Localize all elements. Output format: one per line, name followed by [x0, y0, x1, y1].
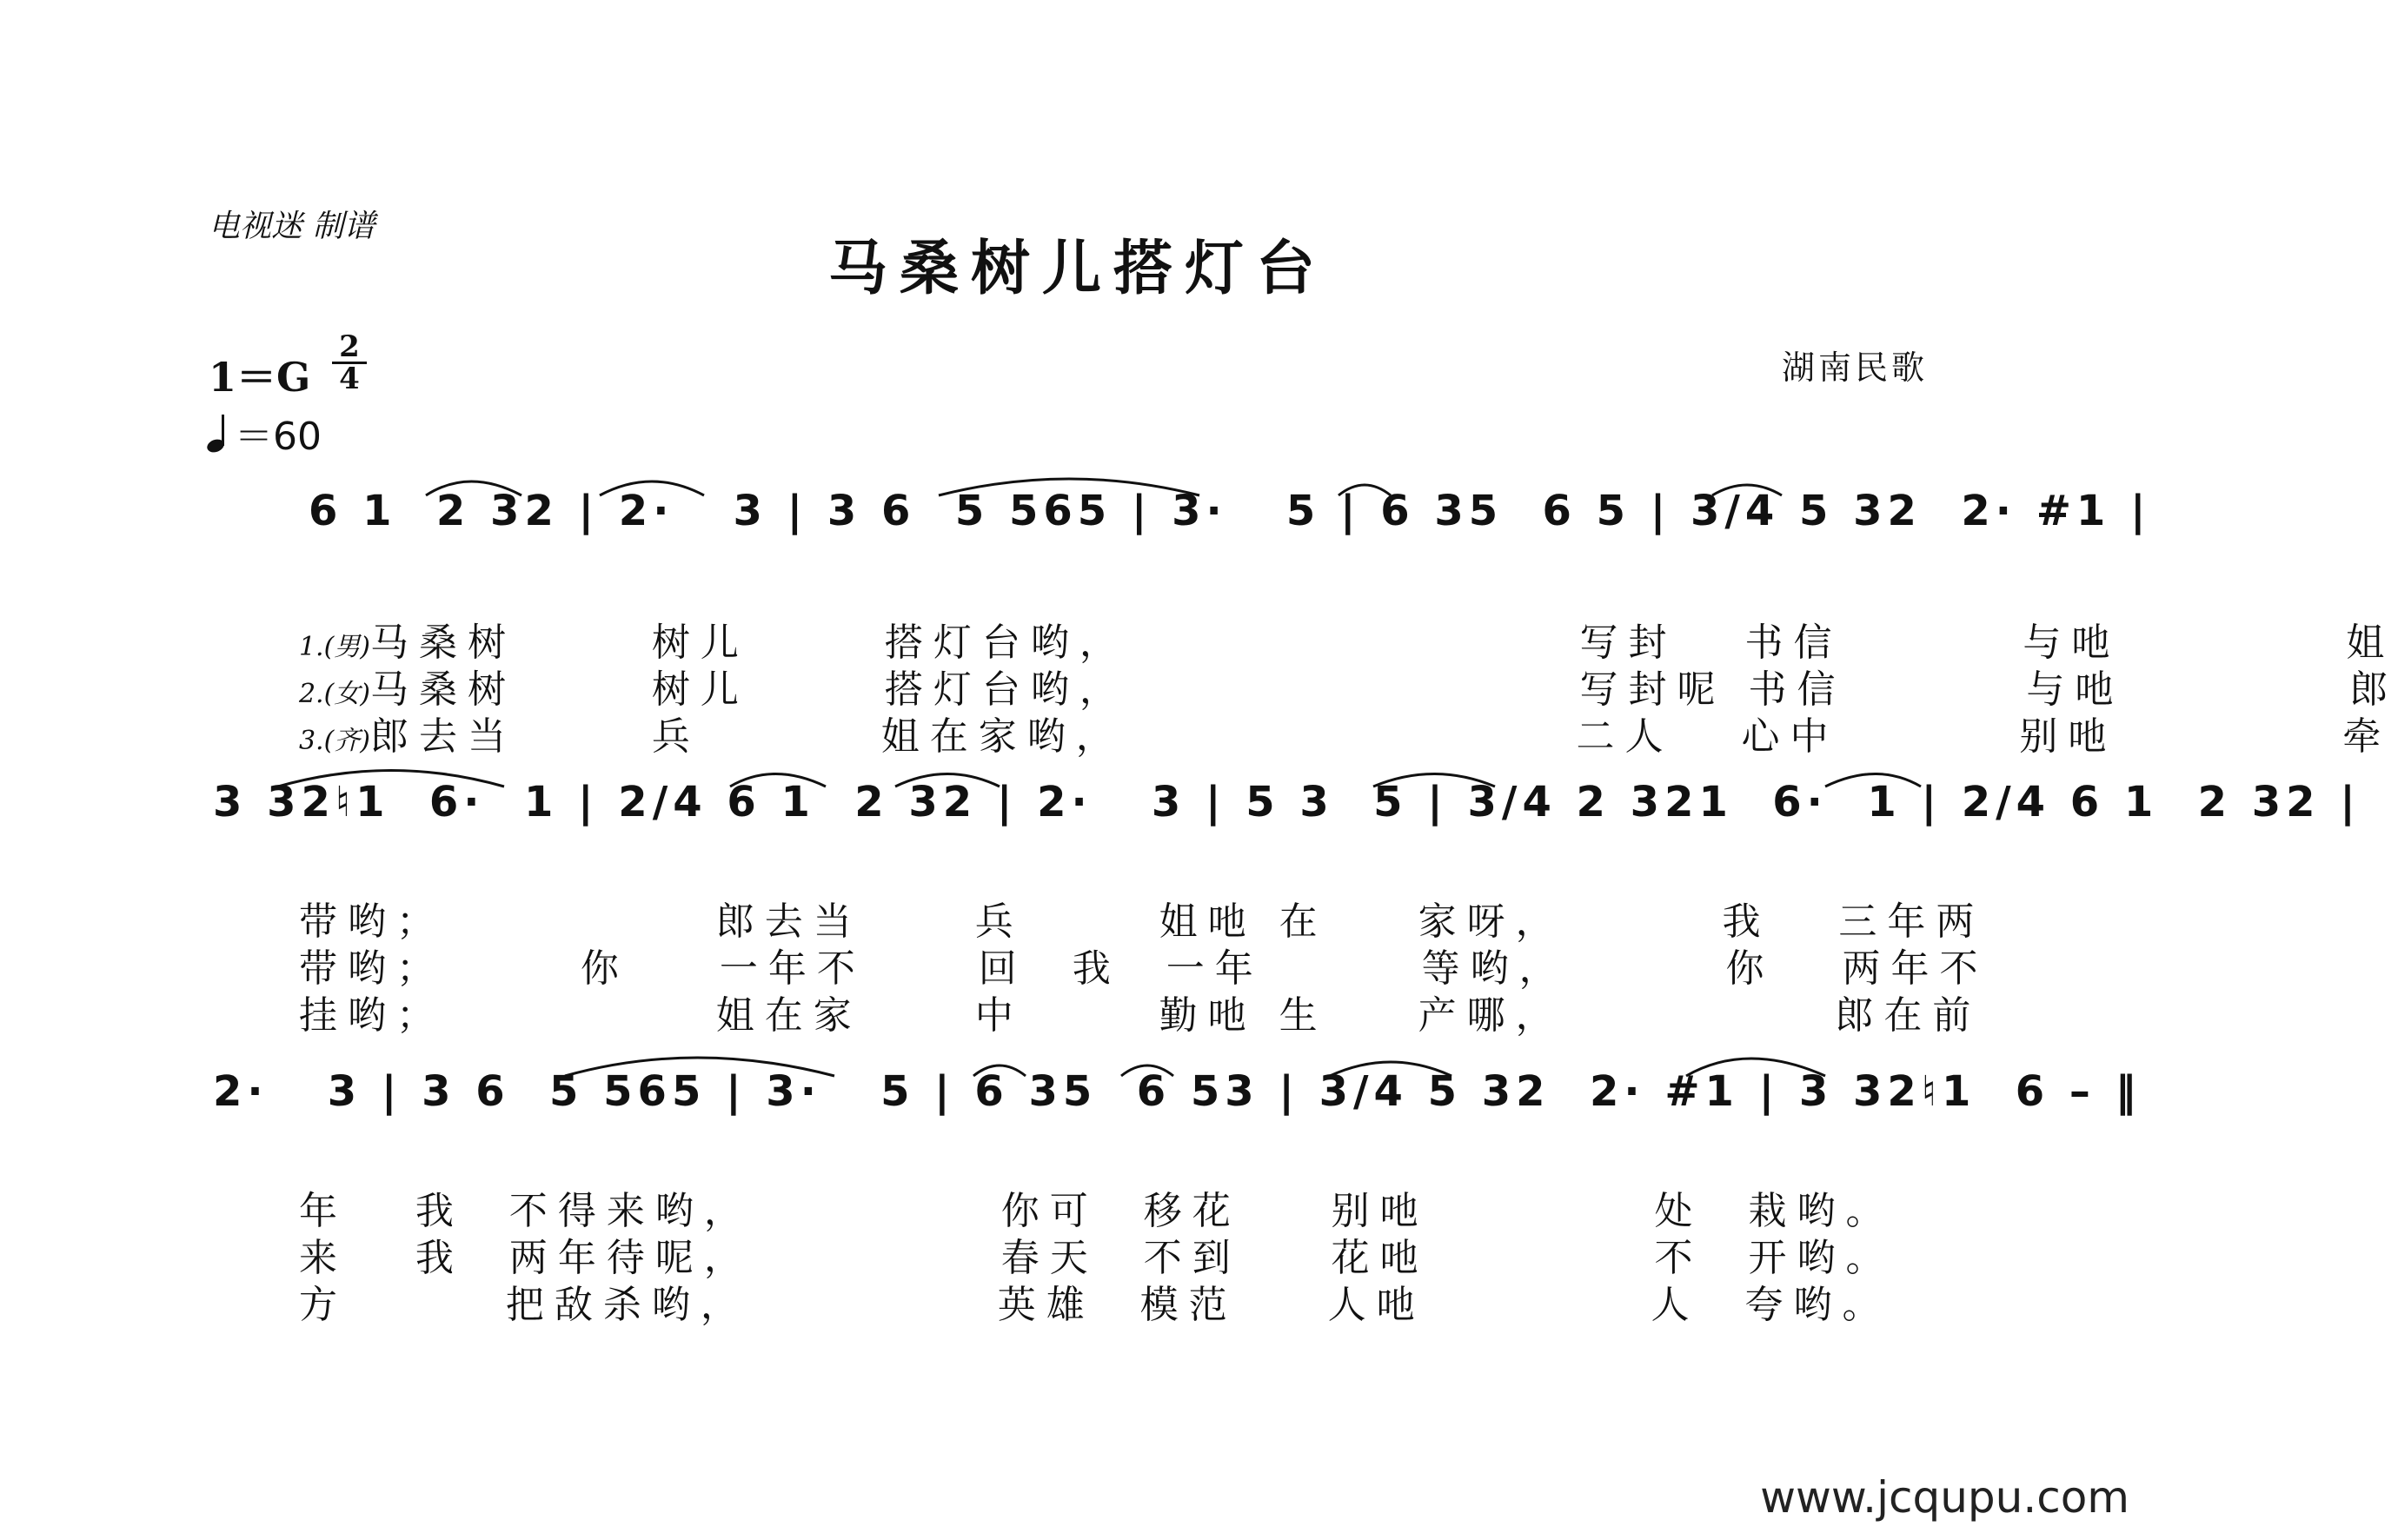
- meter-top: 2: [339, 329, 360, 364]
- slur: [895, 774, 1000, 787]
- verse-label: 1.(男): [298, 632, 370, 662]
- slur: [1686, 1059, 1825, 1076]
- slur: [1121, 1065, 1173, 1076]
- slur: [973, 1065, 1026, 1076]
- verse-text: 方 把敌杀哟， 英雄 模范 人吔 人 夸哟。: [298, 1283, 1891, 1327]
- slur: [426, 481, 521, 495]
- song-origin: 湖南民歌: [1782, 348, 1929, 387]
- song-title: 马桑树儿搭灯台: [827, 234, 1327, 303]
- slur: [1712, 485, 1782, 495]
- verse-text: 马桑树 树儿 搭灯台哟， 写封 书信 与吔 姐: [369, 621, 2395, 665]
- slur: [1338, 485, 1391, 495]
- verse-text: 郎去当 兵 姐在家哟， 二人 心中 别吔 牵: [369, 714, 2392, 759]
- slur: [730, 774, 826, 787]
- key-signature: 1＝G: [209, 354, 311, 401]
- watermark: www.jcqupu.com: [1760, 1472, 2129, 1523]
- verse-text: 来 我 两年待呢， 春天 不到 花吔 不 开哟。: [298, 1236, 1895, 1280]
- slur: [565, 1058, 834, 1076]
- tempo-value: ＝60: [235, 415, 322, 459]
- verse-label: 3.(齐): [298, 726, 370, 756]
- slur: [1373, 774, 1495, 787]
- slur: [278, 771, 504, 787]
- verse-text: 年 我 不得来哟， 你可 移花 别吔 处 栽哟。: [298, 1189, 1895, 1233]
- verse-label: 2.(女): [298, 679, 370, 709]
- slur: [1330, 1062, 1451, 1076]
- notation-line: 2· 3 | 3 6 5 565 | 3· 5 | 6 35 6 53 | 3/4 5 32 2· #1 | 3 32♮1 6 – ‖: [213, 1067, 2142, 1116]
- verse-text: 带哟； 你 一年不 回 我 一年 等哟， 你 两年不: [298, 946, 1989, 991]
- credit-text: 电视迷 制谱: [209, 209, 375, 244]
- meter-bottom: 4: [332, 362, 367, 394]
- slur: [939, 479, 1199, 495]
- verse-text: 挂哟； 姐在家 中 勤吔 生 产哪， 郎在前: [298, 993, 1982, 1038]
- verse-text: 带哟； 郎去当 兵 姐吔 在 家呀， 我 三年两: [298, 899, 1985, 944]
- slur: [1825, 774, 1921, 787]
- slur: [600, 481, 704, 495]
- verse-text: 马桑树 树儿 搭灯台哟， 写封呢 书信 与吔 郎: [369, 667, 2398, 712]
- notation-line: 3 32♮1 6· 1 | 2/4 6 1 2 32 | 2· 3 | 5 3 5 | 3/4 2 321 6· 1 | 2/4 6 1 2 32 |: [213, 778, 2361, 826]
- notation-line: 6 1 2 32 | 2· 3 | 3 6 5 565 | 3· 5 | 6 35 6 5 | 3/4 5 32 2· #1 |: [309, 487, 2151, 535]
